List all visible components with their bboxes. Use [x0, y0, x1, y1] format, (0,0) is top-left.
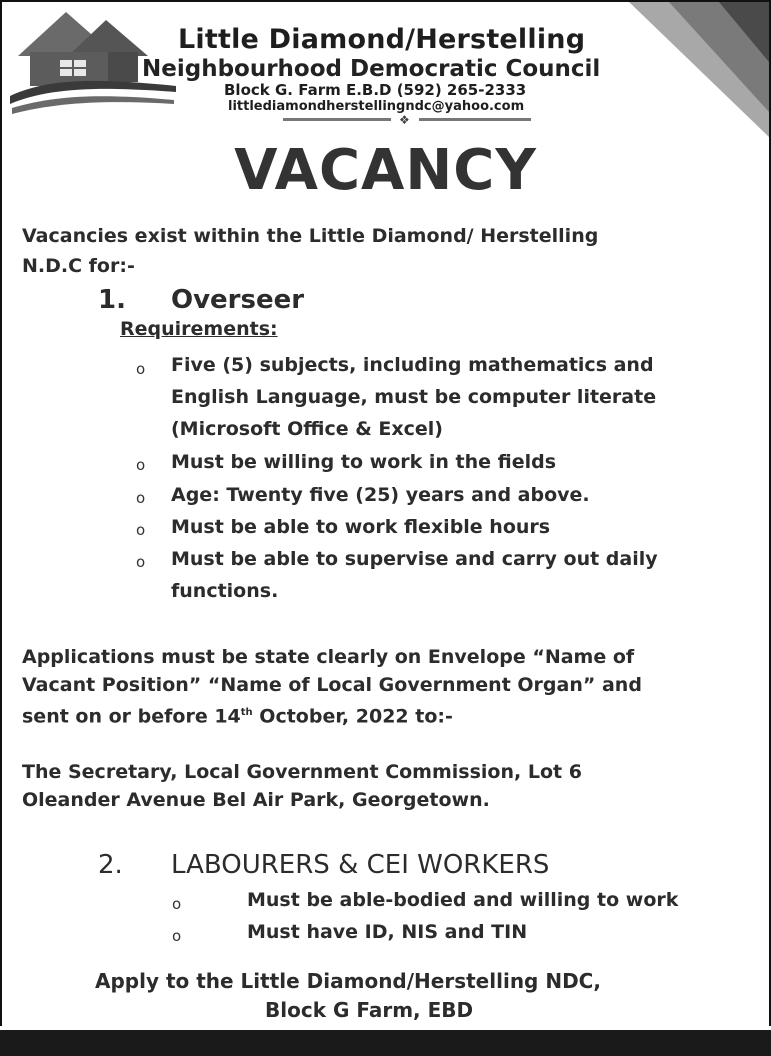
intro-line: N.D.C for:- [22, 255, 135, 277]
position-title: LABOURERS & CEI WORKERS [171, 850, 550, 880]
requirements-label: Requirements: [120, 318, 278, 340]
org-name: Little Diamond/Herstelling [178, 24, 586, 55]
application-line: Vacant Position” “Name of Local Government Organ” and [22, 674, 642, 696]
bottom-bar [0, 1030, 771, 1056]
bullet-icon: o [136, 553, 146, 571]
requirement-line: functions. [171, 580, 279, 602]
requirement-item [171, 511, 550, 543]
intro-line: Vacancies exist within the Little Diamond/ Herstelling [22, 225, 599, 247]
apply-line: Apply to the Little Diamond/Herstelling NDC, [95, 969, 601, 993]
bullet-icon: o [136, 456, 146, 474]
position-number: 2. [98, 850, 123, 880]
requirement-line: Must be able to supervise and carry out daily [171, 548, 658, 570]
requirement-line: Five (5) subjects, including mathematics and [171, 354, 654, 376]
org-email: littlediamondherstellingndc@yahoo.com [228, 99, 525, 114]
intro-text [22, 221, 598, 281]
requirement-line: Must be able to work flexible hours [171, 516, 551, 538]
application-line: Applications must be state clearly on Envelope “Name of [22, 646, 635, 668]
bullet-icon: o [136, 489, 146, 507]
position-title: Overseer [171, 285, 305, 315]
header-divider-left [283, 118, 391, 121]
position-number: 1. [98, 285, 126, 315]
requirement-item [171, 479, 590, 511]
requirement-item [171, 446, 556, 478]
divider-ornament-icon: ❖ [399, 113, 410, 127]
corner-decoration [609, 2, 769, 137]
bullet-icon: o [136, 360, 146, 378]
requirement-line: (Microsoft Office & Excel) [171, 418, 443, 440]
apply-to [95, 967, 601, 1025]
address-line: The Secretary, Local Government Commission, Lot 6 [22, 761, 582, 783]
requirement-item: Must be able-bodied and willing to work [247, 889, 679, 911]
org-address: Block G. Farm E.B.D (592) 265-2333 [224, 81, 527, 99]
requirement-item: Must have ID, NIS and TIN [247, 921, 528, 943]
requirement-line: English Language, must be computer literate [171, 386, 657, 408]
bullet-icon: o [172, 927, 182, 945]
page-title: VACANCY [234, 138, 537, 203]
mailing-address [22, 758, 582, 814]
requirement-line: Age: Twenty five (25) years and above. [171, 484, 590, 506]
bullet-icon: o [172, 895, 182, 913]
requirement-item [171, 543, 658, 607]
requirement-item [171, 349, 656, 445]
requirement-line: Must be willing to work in the fields [171, 451, 557, 473]
address-line: Oleander Avenue Bel Air Park, Georgetown. [22, 789, 490, 811]
application-line: sent on or before 14th October, 2022 to:- [22, 705, 453, 728]
apply-line: Block G Farm, EBD [265, 998, 474, 1022]
header-divider-right [419, 118, 531, 121]
application-instructions [22, 643, 642, 730]
bullet-icon: o [136, 521, 146, 539]
council-name: Neighbourhood Democratic Council [142, 56, 601, 82]
